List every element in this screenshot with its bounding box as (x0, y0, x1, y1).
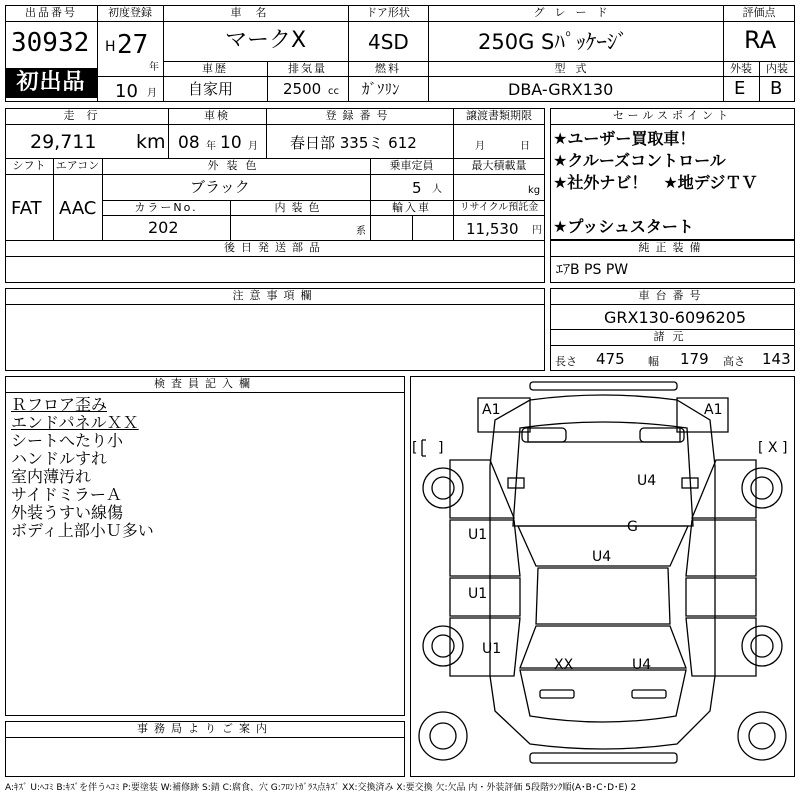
dmg-u4-hood: U4 (637, 473, 657, 489)
first-registration (97, 5, 163, 102)
mileage: 29,711 (30, 131, 97, 153)
length: 475 (596, 350, 625, 368)
right-rear-fender-outline (686, 618, 756, 676)
damage-legend: A:ｷｽﾞ U:ﾍｺﾐ B:ｷｽﾞを伴うﾍｺﾐ P:要塗装 W:補修跡 S:錆 C:腐食、穴 G:ﾌﾛﾝﾄｶﾞﾗｽ点ｷｽﾞ XX:交換済み X:要交換 欠:欠品 内・外装評価 5段階ﾗﾝｸ順(A･B･C･D･E) 2 (5, 783, 637, 793)
ac: AAC (59, 198, 97, 219)
import-label: 輸入車 (392, 201, 431, 214)
dims-label: 諸元 (653, 330, 692, 343)
dmg-xx-rear: XX (554, 657, 574, 673)
inspection-month-unit: 月 (248, 141, 258, 152)
history-label: 車歴 (202, 62, 228, 75)
capacity-unit: 人 (432, 184, 442, 195)
spare-wheel-right-hub (749, 723, 775, 749)
door-label: ドア形状 (366, 6, 410, 19)
note-line: サイドミラーＡ (11, 485, 122, 504)
car-name-label: 車名 (230, 6, 281, 19)
interior-grade: B (770, 78, 783, 99)
dmg-bracket-left: [ (412, 440, 418, 456)
year-unit: 年 (149, 62, 159, 73)
note-line: ハンドルすれ (11, 449, 108, 468)
load-unit: kg (528, 185, 541, 196)
dmg-bracket-right: [ X ] (758, 440, 788, 456)
ac-label: エアコン (55, 159, 100, 172)
remarks-label: 注意事項欄 (232, 289, 318, 302)
recycle-label: リサイクル預託金 (459, 202, 539, 213)
right-front-fender-outline (692, 460, 756, 518)
later-parts-label: 後日発送部品 (224, 241, 326, 254)
history: 自家用 (188, 80, 234, 98)
roof-outline (536, 568, 670, 624)
shift-label: シフト (12, 159, 46, 172)
dmg-bracket-left-close: ] (438, 440, 444, 456)
reg-year: 27 (117, 30, 149, 60)
inspection-year-unit: 年 (206, 141, 216, 152)
note-line: ボディ上部小Ｕ多い (11, 521, 154, 540)
car-diagram (410, 376, 795, 777)
rear-bumper-outline (530, 753, 677, 763)
transfer-month-unit: 月 (475, 141, 485, 152)
era: H (105, 39, 116, 55)
displacement: 2500 (283, 80, 322, 98)
equipment-label: 純正装備 (638, 241, 707, 254)
left-side-bracket (422, 440, 426, 456)
dmg-a1-right: A1 (704, 402, 723, 418)
first-listing-badge: 初出品 (5, 68, 97, 98)
left-front-fender-outline (450, 460, 514, 518)
reg-month: 10 (115, 81, 138, 102)
rear-left-wheel-hub (432, 635, 454, 657)
front-right-wheel-hub (751, 477, 773, 499)
right-rear-door-outline (686, 578, 756, 616)
front-right-wheel (742, 468, 782, 508)
width-label: 幅 (648, 355, 659, 368)
score-label: 評価点 (742, 6, 776, 19)
color-no: 202 (148, 218, 179, 237)
height-label: 高さ (723, 355, 745, 368)
exterior-grade: E (734, 78, 746, 99)
load-label: 最大積載量 (471, 159, 527, 172)
shift: FAT (11, 198, 42, 219)
spare-wheel (419, 712, 467, 760)
capacity: 5 (412, 179, 422, 197)
dmg-u4-roof: U4 (592, 549, 612, 565)
reg-label: 初度登録 (108, 6, 152, 19)
sales-point (553, 194, 757, 216)
fuel: ｶﾞｿﾘﾝ (362, 80, 400, 98)
note-line: 外装うすい線傷 (11, 503, 124, 522)
rear-left-wheel (423, 626, 463, 666)
sales-points-label: セールスポイント (612, 109, 732, 122)
rear-window-outline (520, 626, 686, 668)
model-label: 型式 (554, 62, 597, 75)
inspection-year: 08 (178, 133, 200, 153)
sales-point: ★社外ナビ！ ★地デジＴＶ (553, 173, 758, 192)
hood-outline (513, 422, 693, 526)
score: RA (744, 26, 777, 54)
spare-wheel-right (738, 712, 786, 760)
inspector-notes (11, 396, 154, 540)
lot-label: 出品番号 (25, 6, 77, 19)
exterior-color: ブラック (190, 178, 250, 196)
rear-right-wheel (742, 626, 782, 666)
inspection-month: 10 (220, 133, 242, 153)
body-outline (490, 395, 715, 749)
front-left-wheel-hub (432, 477, 454, 499)
interior-grade-label: 内装 (766, 62, 788, 75)
plate-label: 登録番号 (325, 109, 394, 122)
grade: 250G Sﾊﾟｯｹｰｼﾞ (478, 30, 628, 54)
plate-number: 春日部 335ミ 612 (290, 134, 417, 152)
lot-number: 30932 (11, 28, 90, 58)
displacement-unit: cc (328, 86, 339, 97)
sales-point: ★プッシュスタート (553, 217, 694, 236)
capacity-label: 乗車定員 (389, 159, 434, 172)
front-left-wheel (423, 468, 463, 508)
note-line: 室内薄汚れ (11, 467, 92, 486)
fuel-label: 燃料 (375, 62, 401, 75)
cowl-outline (528, 428, 680, 442)
note-line: シートへたり小 (11, 431, 124, 450)
front-bumper-outline (530, 382, 677, 390)
mileage-unit: km (136, 131, 166, 153)
mileage-label: 走行 (63, 109, 110, 122)
inspector-label: 検査員記入欄 (154, 377, 256, 390)
dmg-u1-rear-door: U1 (468, 586, 488, 602)
dmg-u4-rear: U4 (632, 657, 652, 673)
rear-light-right (632, 690, 666, 698)
interior-color-unit: 系 (356, 226, 366, 237)
car-name: マークX (225, 28, 307, 53)
note-line: エンドパネルＸＸ (11, 413, 139, 432)
rear-right-wheel-hub (751, 635, 773, 657)
grade-label: グレード (533, 6, 618, 19)
dmg-g-windshield: G (627, 519, 638, 535)
equipment: ｴｱB PS PW (556, 262, 629, 278)
sales-point: ★ユーザー買取車！ (553, 129, 696, 148)
interior-color-label: 内装色 (274, 201, 326, 214)
trunk-outline (520, 670, 686, 722)
dmg-u1-rear-fender: U1 (482, 641, 502, 657)
height: 143 (762, 350, 791, 368)
office-label: 事務局よりご案内 (137, 722, 273, 735)
sales-point: ★クルーズコントロール (553, 151, 726, 170)
width: 179 (680, 350, 709, 368)
chassis-label: 車台番号 (638, 289, 707, 302)
transfer-label: 譲渡書類期限 (466, 109, 532, 122)
color-no-label: カラーNo. (134, 201, 198, 214)
displacement-label: 排気量 (288, 62, 327, 75)
exterior-grade-label: 外装 (730, 62, 752, 75)
color-label: 外装色 (207, 159, 265, 172)
rear-light-left (540, 690, 574, 698)
dmg-u1-front-door: U1 (468, 527, 488, 543)
spare-wheel-hub (430, 723, 456, 749)
door-type: 4SD (368, 30, 409, 54)
right-front-door-outline (686, 520, 756, 576)
chassis-number: GRX130-6096205 (604, 308, 747, 327)
model-code: DBA-GRX130 (508, 80, 614, 99)
sales-points-list (553, 128, 757, 238)
recycle-fee: 11,530 (466, 220, 519, 238)
dmg-a1-left: A1 (482, 402, 501, 418)
note-line: Ｒフロア歪み (11, 395, 108, 414)
inspection-label: 車検 (204, 109, 230, 122)
recycle-unit: 円 (532, 225, 542, 236)
length-label: 長さ (555, 355, 577, 368)
month-unit: 月 (147, 88, 157, 99)
transfer-day-unit: 日 (520, 141, 530, 152)
